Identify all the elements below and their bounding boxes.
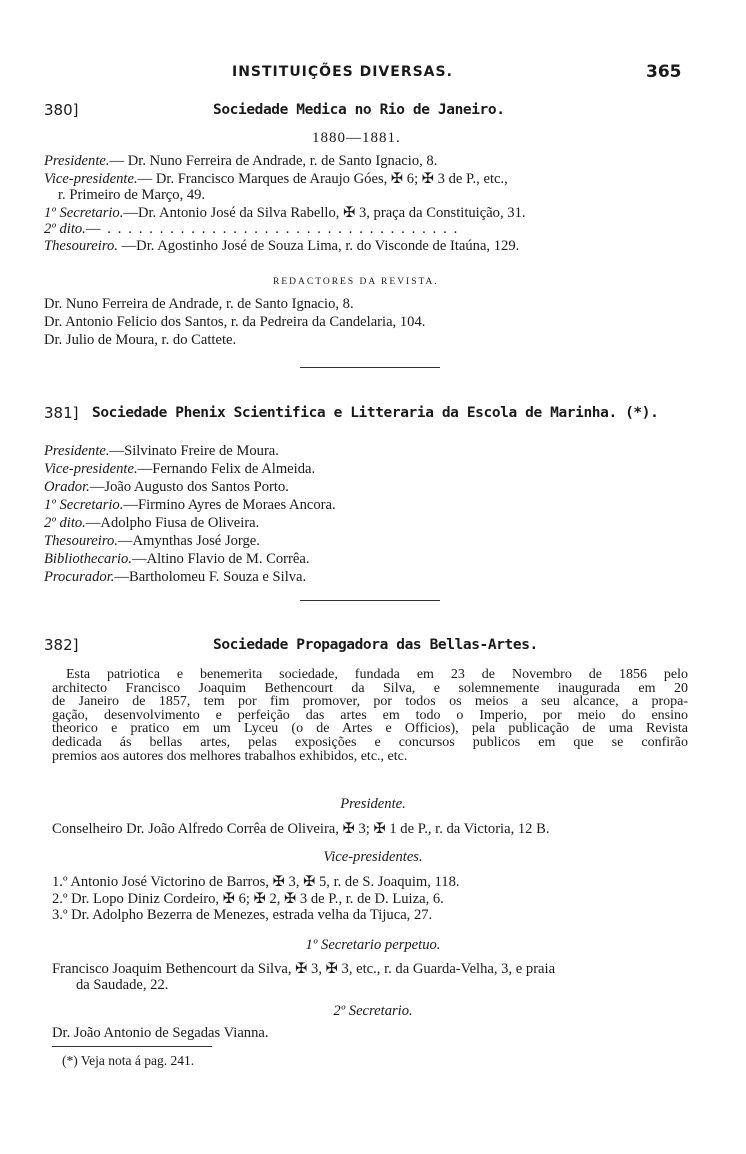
officer-line bbox=[44, 170, 508, 188]
society-description-paragraph bbox=[52, 668, 688, 763]
officer-line bbox=[44, 497, 336, 514]
segundo-secretario-heading: 2º Secretario. bbox=[333, 1003, 413, 1019]
section-number-382: 382] bbox=[44, 636, 79, 654]
officer-name: — . . . . . . . . . . . . . . . . . . . . . . . . . . . . . . . . . . bbox=[85, 221, 459, 237]
officer-name: —Fernando Felix de Almeida. bbox=[137, 461, 316, 477]
section-years-380: 1880—1881. bbox=[312, 130, 401, 146]
redactor-line: Dr. Nuno Ferreira de Andrade, r. de Santo Ignacio, 8. bbox=[44, 296, 354, 312]
paragraph-line: premios aos autores dos melhores trabalhos exhibidos, etc., etc. bbox=[52, 748, 408, 764]
section-title-382: Sociedade Propagadora das Bellas-Artes. bbox=[213, 637, 538, 653]
officer-name: —Dr. Agostinho José de Souza Lima, r. do Visconde de Itaúna, 129. bbox=[117, 238, 520, 254]
paragraph-line: dedicada ás bellas artes, pelas exposições e concursos publicos em que se confirão bbox=[52, 734, 688, 750]
officer-name: —Amynthas José Jorge. bbox=[117, 533, 260, 549]
section-divider bbox=[300, 367, 440, 368]
officer-role: Presidente. bbox=[44, 153, 110, 169]
officer-role: 2º dito. bbox=[44, 515, 86, 531]
officer-name: r. Primeiro de Março, 49. bbox=[58, 187, 206, 203]
section-title-380: Sociedade Medica no Rio de Janeiro. bbox=[213, 102, 505, 118]
officer-name: —Firmino Ayres de Moraes Ancora. bbox=[123, 497, 336, 513]
officer-role: Vice-presidente. bbox=[44, 461, 138, 477]
running-header: INSTITUIÇÕES DIVERSAS. bbox=[232, 64, 453, 80]
section-number-380: 380] bbox=[44, 101, 79, 119]
officer-role: Thesoureiro. bbox=[44, 238, 118, 254]
officer-line bbox=[44, 569, 306, 586]
paragraph-line: Esta patriotica e benemerita sociedade, fundada em 23 de Novembro de 1856 pelo bbox=[66, 667, 688, 682]
footnote-rule bbox=[52, 1046, 212, 1047]
vice-presidente-entry: 3.º Dr. Adolpho Bezerra de Menezes, estrada velha da Tijuca, 27. bbox=[52, 907, 433, 923]
officer-role: 1º Secretario. bbox=[44, 497, 124, 513]
officer-line bbox=[44, 443, 279, 460]
officer-name: — Dr. Nuno Ferreira de Andrade, r. de Santo Ignacio, 8. bbox=[109, 153, 438, 169]
vice-presidente-entry: 2.º Dr. Lopo Diniz Cordeiro, ✠ 6; ✠ 2, ✠ 3 de P., r. de D. Luiza, 6. bbox=[52, 891, 444, 907]
page-number: 365 bbox=[646, 62, 682, 82]
redactor-line: Dr. Antonio Felicio dos Santos, r. da Pedreira da Candelaria, 104. bbox=[44, 314, 426, 330]
primeiro-secretario-heading: 1º Secretario perpetuo. bbox=[305, 937, 441, 953]
officer-line bbox=[44, 153, 437, 170]
officer-line bbox=[44, 461, 315, 478]
officer-line bbox=[44, 479, 289, 496]
section-title-381: Sociedade Phenix Scientifica e Litteraria da Escola de Marinha. (*). bbox=[92, 405, 659, 421]
officer-line bbox=[44, 204, 526, 222]
primeiro-secretario-entry: Francisco Joaquim Bethencourt da Silva, ✠ 3, ✠ 3, etc., r. da Guarda-Velha, 3, e praia bbox=[52, 961, 556, 977]
section-divider bbox=[300, 600, 440, 601]
section-number-381: 381] bbox=[44, 404, 79, 422]
officer-name: —João Augusto dos Santos Porto. bbox=[89, 479, 289, 495]
vice-presidente-entry: 1.º Antonio José Victorino de Barros, ✠ 3, ✠ 5, r. de S. Joaquim, 118. bbox=[52, 874, 460, 890]
officer-role: Thesoureiro. bbox=[44, 533, 118, 549]
officer-line bbox=[44, 551, 310, 568]
officer-name: —Silvinato Freire de Moura. bbox=[109, 443, 279, 459]
officer-role: Bibliothecario. bbox=[44, 551, 132, 567]
officer-role: Procurador. bbox=[44, 569, 115, 585]
paragraph-line: architecto Francisco Joaquim Bethencourt da Silva, e solemnemente inaugurada em 20 bbox=[52, 680, 688, 696]
officer-line bbox=[44, 221, 459, 238]
officer-role: Vice-presidente. bbox=[44, 171, 138, 187]
segundo-secretario-entry: Dr. João Antonio de Segadas Vianna. bbox=[52, 1025, 269, 1041]
officer-line-continuation bbox=[58, 187, 205, 204]
officer-line bbox=[44, 238, 519, 255]
officer-name: —Bartholomeu F. Souza e Silva. bbox=[114, 569, 307, 585]
redactor-line: Dr. Julio de Moura, r. do Cattete. bbox=[44, 332, 237, 348]
presidente-heading: Presidente. bbox=[340, 796, 406, 812]
officer-name: —Altino Flavio de M. Corrêa. bbox=[131, 551, 310, 567]
officer-role: 2º dito. bbox=[44, 221, 86, 237]
primeiro-secretario-entry-continuation: da Saudade, 22. bbox=[76, 977, 169, 993]
presidente-entry: Conselheiro Dr. João Alfredo Corrêa de Oliveira, ✠ 3; ✠ 1 de P., r. da Victoria, 12 B. bbox=[52, 821, 550, 837]
officer-name: —Dr. Antonio José da Silva Rabello, ✠ 3, praça da Constituição, 31. bbox=[123, 205, 526, 221]
paragraph-line: theorico e pratico em um Lyceu (o de Artes e Officios), pela publicação de uma Revista bbox=[52, 721, 688, 737]
officer-role: 1º Secretario. bbox=[44, 205, 124, 221]
officer-line bbox=[44, 533, 260, 550]
officer-role: Presidente. bbox=[44, 443, 110, 459]
officer-line bbox=[44, 515, 259, 532]
redactores-heading: REDACTORES DA REVISTA. bbox=[273, 277, 439, 287]
paragraph-line: de Janeiro de 1857, tem por fim promover, por todos os meios a seu alcance, a propa- bbox=[52, 694, 688, 710]
officer-role: Orador. bbox=[44, 479, 90, 495]
vice-presidentes-heading: Vice-presidentes. bbox=[323, 849, 423, 865]
footnote: (*) Veja nota á pag. 241. bbox=[62, 1053, 195, 1068]
officer-name: — Dr. Francisco Marques de Araujo Góes, ✠ 6; ✠ 3 de P., etc., bbox=[137, 171, 508, 187]
paragraph-line: gação, desenvolvimento e perfeição das artes em todo o Imperio, por meio do ensino bbox=[52, 707, 688, 723]
officer-name: —Adolpho Fiusa de Oliveira. bbox=[85, 515, 260, 531]
